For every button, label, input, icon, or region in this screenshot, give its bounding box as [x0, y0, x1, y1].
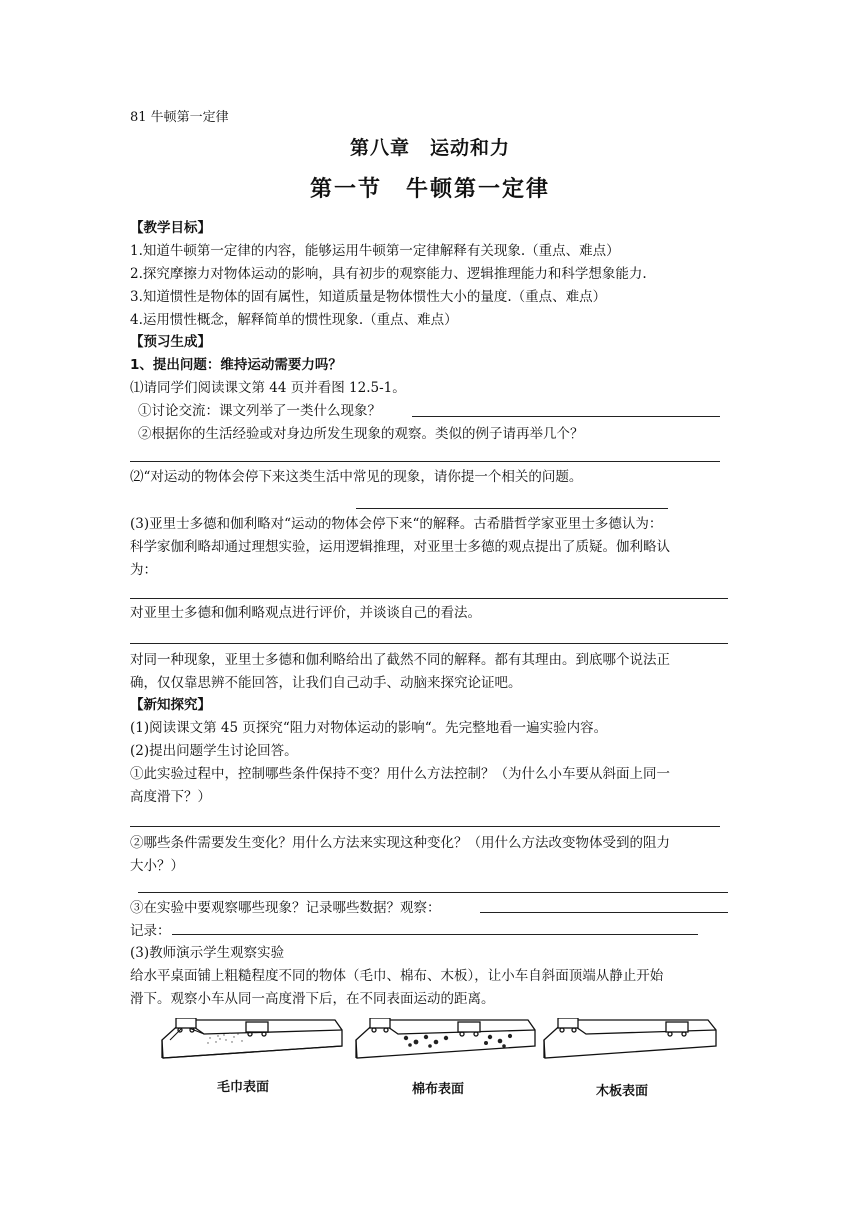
paragraph: 为： — [130, 562, 157, 578]
cart-icon — [246, 1022, 268, 1032]
paragraph: ①此实验过程中，控制哪些条件保持不变？用什么方法控制？（为什么小车要从斜面上同一 — [130, 766, 670, 782]
paragraph: (3)亚里士多德和伽利略对“运动的物体会停下来“的解释。古希腊哲学家亚里士多德认为： — [130, 516, 663, 532]
answer-line — [172, 934, 698, 935]
section-title: 第一节 牛顿第一定律 — [309, 177, 550, 202]
paragraph: 给水平桌面铺上粗糙程度不同的物体（毛巾、棉布、木板），让小车自斜面顶端从静止开始 — [130, 968, 664, 984]
explore-heading: 【新知探究】 — [130, 697, 211, 713]
paragraph: ③在实验中要观察哪些现象？记录哪些数据？观察： — [130, 900, 441, 916]
cart-icon — [370, 1018, 390, 1028]
answer-line — [130, 643, 728, 644]
paragraph: (2)提出问题学生讨论回答。 — [130, 743, 298, 759]
towel-surface-setup — [162, 1018, 342, 1058]
cotton-surface-setup — [356, 1018, 535, 1058]
paragraph: 滑下。观察小车从同一高度滑下后，在不同表面运动的距离。 — [130, 991, 495, 1007]
paragraph: (3)教师演示学生观察实验 — [130, 945, 285, 961]
paragraph: ①讨论交流：课文列举了一类什么现象？ — [138, 403, 381, 419]
wood-surface-setup — [544, 1018, 716, 1058]
chapter-title: 第八章 运动和力 — [349, 137, 510, 159]
goal-item: 1.知道牛顿第一定律的内容，能够运用牛顿第一定律解释有关现象.（重点、难点） — [130, 243, 620, 259]
page-header: 81 牛顿第一定律 — [130, 110, 229, 125]
question-title: 1、提出问题：维持运动需要力吗？ — [130, 357, 342, 373]
answer-line — [130, 598, 728, 599]
paragraph: 高度滑下？） — [130, 789, 211, 805]
answer-line — [130, 461, 720, 462]
cart-icon — [558, 1018, 578, 1028]
goal-item: 3.知道惯性是物体的固有属性，知道质量是物体惯性大小的量度.（重点、难点） — [130, 289, 607, 305]
answer-line — [412, 416, 720, 417]
cart-icon — [458, 1022, 480, 1032]
paragraph: 确，仅仅靠思辨不能回答，让我们自己动手、动脑来探究论证吧。 — [130, 675, 522, 691]
goal-item: 2.探究摩擦力对物体运动的影响，具有初步的观察能力、逻辑推理能力和科学想象能力. — [130, 266, 647, 282]
paragraph: ⑴请同学们阅读课文第 44 页并看图 12.5-1。 — [130, 380, 406, 396]
answer-line — [138, 892, 728, 893]
cart-icon — [666, 1022, 688, 1032]
paragraph: 科学家伽利略却通过理想实验，运用逻辑推理，对亚里士多德的观点提出了质疑。伽利略认 — [130, 539, 670, 555]
paragraph: 对亚里士多德和伽利略观点进行评价，并谈谈自己的看法。 — [130, 605, 481, 621]
cart-icon — [176, 1018, 196, 1028]
paragraph: (1)阅读课文第 45 页探究“阻力对物体运动的影响“。先完整地看一遍实验内容。 — [130, 720, 608, 736]
paragraph: 记录： — [130, 923, 171, 939]
preview-heading: 【预习生成】 — [130, 334, 211, 350]
figure-label: 毛巾表面 — [217, 1080, 270, 1095]
figure-label: 棉布表面 — [412, 1082, 465, 1097]
paragraph: ⑵“对运动的物体会停下来这类生活中常见的现象，请你提一个相关的问题。 — [130, 469, 583, 485]
paragraph: ②哪些条件需要发生变化？用什么方法来实现这种变化？（用什么方法改变物体受到的阻力 — [130, 835, 670, 851]
goal-item: 4.运用惯性概念，解释简单的惯性现象.（重点、难点） — [130, 312, 458, 328]
answer-line — [356, 508, 668, 509]
goals-heading: 【教学目标】 — [130, 220, 211, 236]
paragraph: 大小？） — [130, 858, 184, 874]
paragraph: 对同一种现象，亚里士多德和伽利略给出了截然不同的解释。都有其理由。到底哪个说法正 — [130, 652, 670, 668]
paragraph: ②根据你的生活经验或对身边所发生现象的观察。类似的例子请再举几个？ — [138, 426, 584, 442]
answer-line — [130, 826, 720, 827]
figure-label: 木板表面 — [596, 1084, 649, 1099]
answer-line — [480, 912, 728, 913]
